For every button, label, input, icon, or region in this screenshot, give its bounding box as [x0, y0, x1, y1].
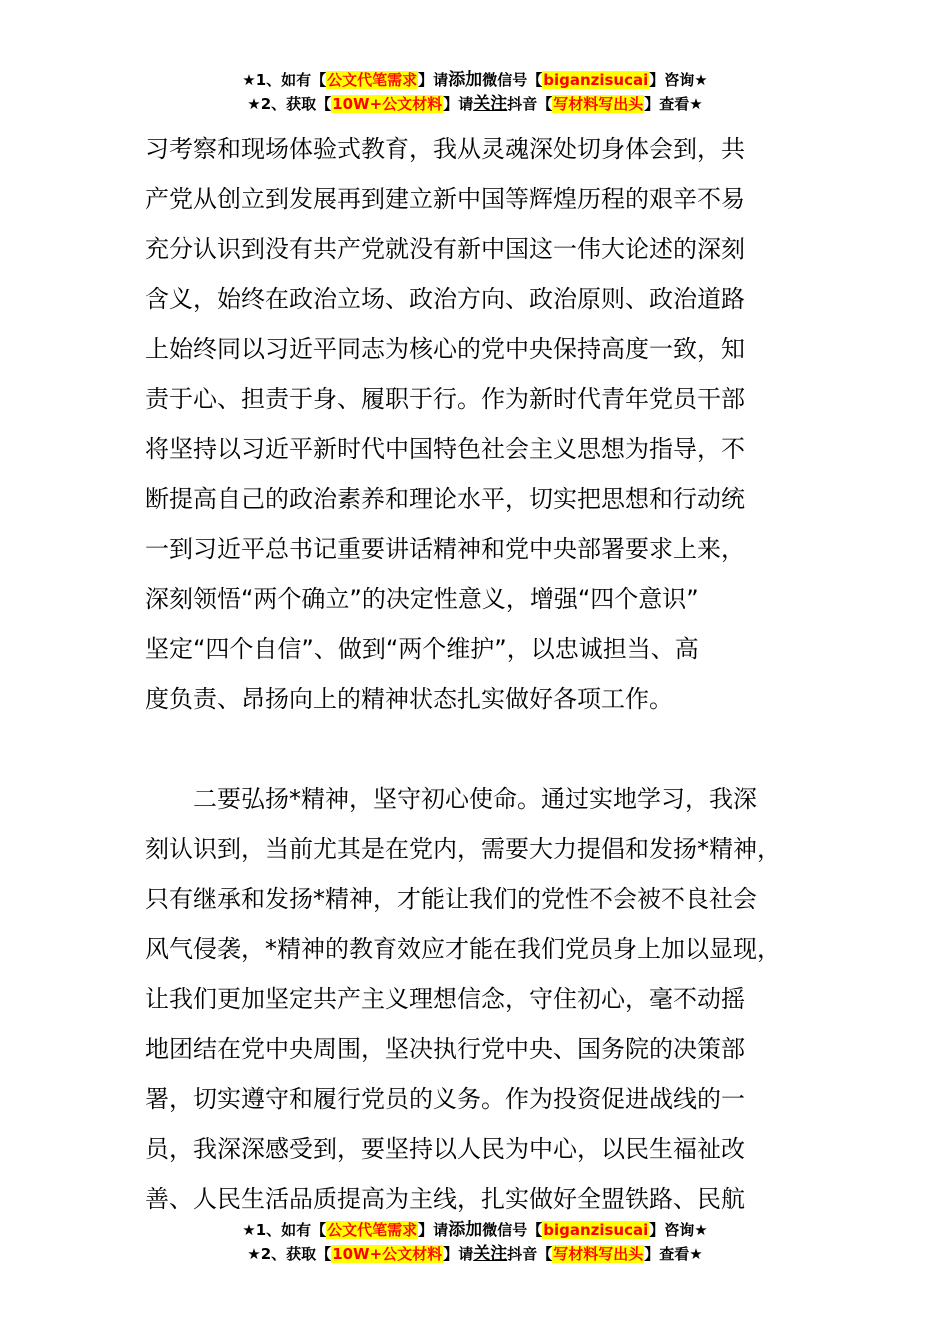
paragraph-2	[145, 774, 815, 1224]
banner-text: 微信号【	[482, 71, 543, 89]
paragraph-line: 地团结在党中央周围，坚决执行党中央、国务院的决策部	[145, 1035, 745, 1063]
header-banner-line-1	[0, 68, 950, 92]
paragraph-line: 善、人民生活品质提高为主线，扎实做好全盟铁路、民航	[145, 1185, 745, 1213]
footer-banner-line-2	[0, 1242, 950, 1266]
footer-banner-line-1	[0, 1218, 950, 1242]
banner-text: 抖音【	[507, 1245, 553, 1263]
banner-text: ★2、获取【	[247, 95, 332, 113]
banner-text: 】请	[418, 71, 449, 89]
highlight-materials: 10W+公文材料	[332, 95, 443, 113]
paragraph-line: 将坚持以习近平新时代中国特色社会主义思想为指导，不	[145, 435, 745, 463]
highlight-douyin: 写材料写出头	[553, 1245, 644, 1263]
banner-emphasis: 关注	[473, 1244, 508, 1264]
paragraph-line: 员，我深深感受到，要坚持以人民为中心，以民生福祉改	[145, 1135, 745, 1163]
paragraph-gap	[145, 724, 815, 774]
paragraph-line: 习考察和现场体验式教育，我从灵魂深处切身体会到，共	[145, 135, 745, 163]
banner-text: 】咨询★	[649, 1221, 708, 1239]
paragraph-1	[145, 124, 815, 724]
highlight-wechat-id: biganzisucai	[543, 1221, 649, 1239]
paragraph-line: 断提高自己的政治素养和理论水平，切实把思想和行动统	[145, 485, 745, 513]
banner-text: 】请	[443, 1245, 474, 1263]
document-body	[145, 124, 815, 1224]
paragraph-line: 只有继承和发扬*精神，才能让我们的党性不会被不良社会	[145, 885, 757, 913]
header-banner-line-2	[0, 92, 950, 116]
banner-text: 】查看★	[644, 1245, 703, 1263]
paragraph-line: 深刻领悟“两个确立”的决定性意义，增强“四个意识”	[145, 585, 699, 613]
banner-text: 抖音【	[507, 95, 553, 113]
banner-text: ★1、如有【	[242, 1221, 327, 1239]
banner-emphasis: 添加	[448, 70, 483, 90]
highlight-ghostwriting: 公文代笔需求	[327, 71, 418, 89]
paragraph-line: 风气侵袭，*精神的教育效应才能在我们党员身上加以显现，	[145, 935, 781, 963]
paragraph-line: 充分认识到没有共产党就没有新中国这一伟大论述的深刻	[145, 235, 745, 263]
banner-text: 】请	[443, 95, 474, 113]
footer-banner	[0, 1218, 950, 1266]
header-banner	[0, 68, 950, 116]
banner-emphasis: 添加	[448, 1220, 483, 1240]
paragraph-line: 产党从创立到发展再到建立新中国等辉煌历程的艰辛不易	[145, 185, 745, 213]
paragraph-line: 让我们更加坚定共产主义理想信念，守住初心，毫不动摇	[145, 985, 745, 1013]
paragraph-line: 上始终同以习近平同志为核心的党中央保持高度一致，知	[145, 335, 745, 363]
banner-text: 微信号【	[482, 1221, 543, 1239]
highlight-douyin: 写材料写出头	[553, 95, 644, 113]
banner-text: 】查看★	[644, 95, 703, 113]
paragraph-line: 度负责、昂扬向上的精神状态扎实做好各项工作。	[145, 685, 673, 713]
paragraph-line: 坚定“四个自信”、做到“两个维护”，以忠诚担当、高	[145, 635, 699, 663]
banner-text: 】咨询★	[649, 71, 708, 89]
paragraph-line: 含义，始终在政治立场、政治方向、政治原则、政治道路	[145, 285, 745, 313]
banner-text: ★1、如有【	[242, 71, 327, 89]
banner-text: ★2、获取【	[247, 1245, 332, 1263]
highlight-ghostwriting: 公文代笔需求	[327, 1221, 418, 1239]
banner-text: 】请	[418, 1221, 449, 1239]
paragraph-line: 一到习近平总书记重要讲话精神和党中央部署要求上来，	[145, 535, 745, 563]
paragraph-line: 刻认识到，当前尤其是在党内，需要大力提倡和发扬*精神，	[145, 835, 781, 863]
banner-emphasis: 关注	[473, 94, 508, 114]
paragraph-line: 署，切实遵守和履行党员的义务。作为投资促进战线的一	[145, 1085, 745, 1113]
paragraph-line: 二要弘扬*精神，坚守初心使命。通过实地学习，我深	[193, 785, 757, 813]
highlight-wechat-id: biganzisucai	[543, 71, 649, 89]
highlight-materials: 10W+公文材料	[332, 1245, 443, 1263]
paragraph-line: 责于心、担责于身、履职于行。作为新时代青年党员干部	[145, 385, 745, 413]
